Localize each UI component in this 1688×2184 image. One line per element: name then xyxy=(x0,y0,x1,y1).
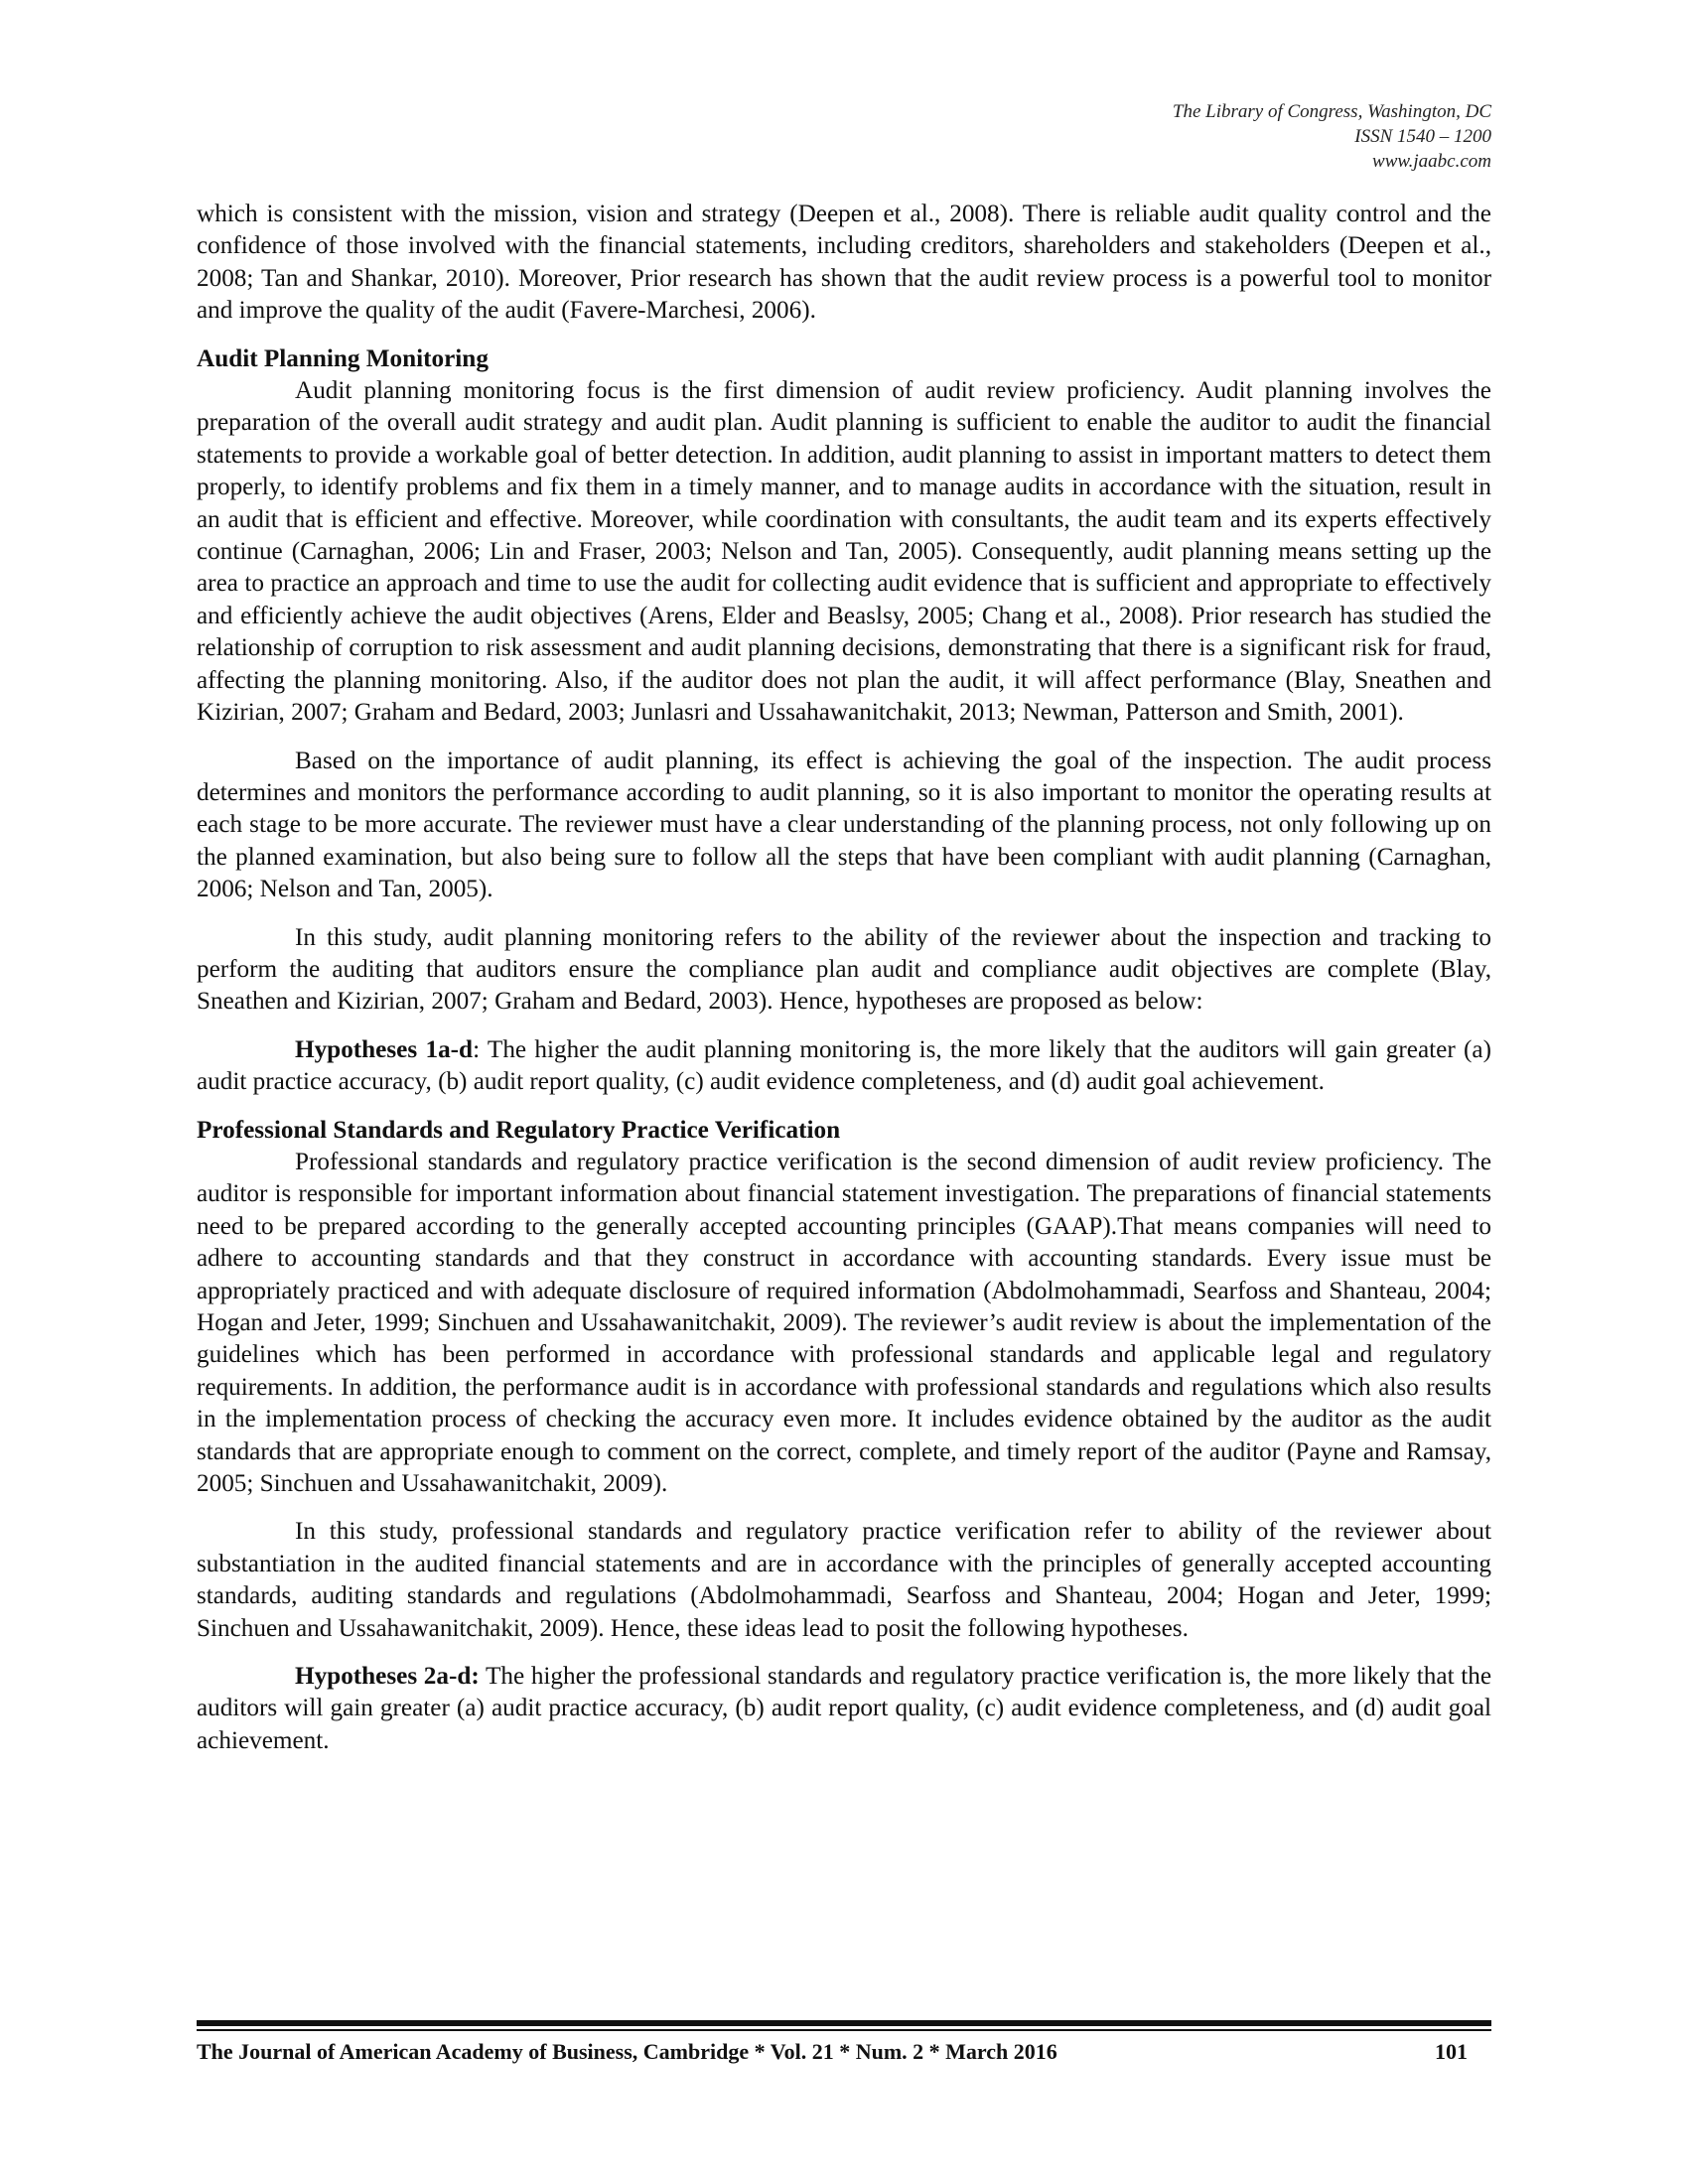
footer-rule-thick xyxy=(197,2020,1491,2026)
article-body xyxy=(197,199,1491,1773)
paragraph-intro: which is consistent with the mission, vision and strategy (Deepen et al., 2008). There is reliable audit quality control and the confidence of those involved with the financial statements, including creditors, shareholders and stakeholders (Deepen et al., 2008; Tan and Shankar, 2010). Moreover, Prior research has shown that the audit review process is a powerful tool to monitor and improve the quality of the audit (Favere-Marchesi, 2006). xyxy=(197,201,1491,325)
header-library: The Library of Congress, Washington, DC xyxy=(1172,101,1491,122)
paragraph-professional-standards-1: Professional standards and regulatory practice verification is the second dimension of audit review proficiency. The auditor is responsible for important information about financial statement investigation. The preparations of financial statements need to be prepared according to the generally accepted accounting principles (GAAP).That means companies will need to adhere to accounting standards and that they construct in accordance with accounting standards. Every issue must be appropriately practiced and with adequate disclosure of required information (Abdolmohammadi, Searfoss and Shanteau, 2004; Hogan and Jeter, 1999; Sinchuen and Ussahawanitchakit, 2009). The reviewer’s audit review is about the implementation of the guidelines which has been performed in accordance with professional standards and applicable legal and regulatory requirements. In addition, the performance audit is in accordance with professional standards and regulations which also results in the implementation process of checking the accuracy even more. It includes evidence obtained by the auditor as the audit standards that are appropriate enough to comment on the correct, complete, and timely report of the auditor (Payne and Ramsay, 2005; Sinchuen and Ussahawanitchakit, 2009). xyxy=(197,1148,1491,1498)
section-heading-audit-planning: Audit Planning Monitoring xyxy=(197,344,489,372)
hypothesis-2 xyxy=(197,1661,1491,1757)
paragraph-audit-planning-2: Based on the importance of audit planning, its effect is achieving the goal of the inspection. The audit process determines and monitors the performance according to audit planning, so it is also important to monitor the operating results at each stage to be more accurate. The reviewer must have a clear understanding of the planning process, not only following up on the planned examination, but also being sure to follow all the steps that have been compliant with audit planning (Carnaghan, 2006; Nelson and Tan, 2005). xyxy=(197,747,1491,903)
paragraph-audit-planning-3: In this study, audit planning monitoring refers to the ability of the reviewer about the inspection and tracking to perform the auditing that auditors ensure the compliance plan audit and compliance audit objectives are complete (Blay, Sneathen and Kizirian, 2007; Graham and Bedard, 2003). Hence, hypotheses are proposed as below: xyxy=(197,923,1491,1016)
header-website: www.jaabc.com xyxy=(1372,151,1491,172)
footer-journal-citation: The Journal of American Academy of Business, Cambridge * Vol. 21 * Num. 2 * March 2016 xyxy=(197,2039,1057,2064)
paragraph-audit-planning-1: Audit planning monitoring focus is the first dimension of audit review proficiency. Audit planning involves the preparation of the overall audit strategy and audit plan. Audit planning is sufficient to enable the auditor to audit the financial statements to provide a workable goal of better detection. In addition, audit planning to assist in important matters to detect them properly, to identify problems and fix them in a timely manner, and to manage audits in accordance with the situation, result in an audit that is efficient and effective. Moreover, while coordination with consultants, the audit team and its experts effectively continue (Carnaghan, 2006; Lin and Fraser, 2003; Nelson and Tan, 2005). Consequently, audit planning means setting up the area to practice an approach and time to use the audit for collecting audit evidence that is sufficient and appropriate to effectively and efficiently achieve the audit objectives (Arens, Elder and Beaslsy, 2005; Chang et al., 2008). Prior research has studied the relationship of corruption to risk assessment and audit planning decisions, demonstrating that there is a significant risk for fraud, affecting the planning monitoring. Also, if the auditor does not plan the audit, it will affect performance (Blay, Sneathen and Kizirian, 2007; Graham and Bedard, 2003; Junlasri and Ussahawanitchakit, 2013; Newman, Patterson and Smith, 2001). xyxy=(197,377,1491,727)
paragraph-professional-standards-2: In this study, professional standards and regulatory practice verification refer to ability of the reviewer about substantiation in the audited financial statements and are in accordance with the principles of generally accepted accounting standards, auditing standards and regulations (Abdolmohammadi, Searfoss and Shanteau, 2004; Hogan and Jeter, 1999; Sinchuen and Ussahawanitchakit, 2009). Hence, these ideas lead to posit the following hypotheses. xyxy=(197,1518,1491,1642)
hypothesis-2-label: Hypotheses 2a-d: xyxy=(295,1663,480,1691)
page-number: 101 xyxy=(1435,2039,1468,2064)
hypothesis-1-label: Hypotheses 1a-d xyxy=(295,1035,474,1063)
section-heading-professional-standards: Professional Standards and Regulatory Practice Verification xyxy=(197,1116,841,1144)
footer-rule-thin xyxy=(197,2029,1491,2031)
header-issn: ISSN 1540 – 1200 xyxy=(1354,126,1491,147)
hypothesis-1 xyxy=(197,1034,1491,1099)
hypothesis-1-text: : The higher the audit planning monitoring is, the more likely that the auditors will gain greater (a) audit practice accuracy, (b) audit report quality, (c) audit evidence completeness, and (d) audit goal achievement. xyxy=(197,1035,1491,1096)
running-header xyxy=(1173,99,1491,174)
hypothesis-2-text: The higher the professional standards and regulatory practice verification is, the more likely that the auditors will gain greater (a) audit practice accuracy, (b) audit report quality, (c) audit evidence completeness, and (d) audit goal achievement. xyxy=(197,1663,1492,1754)
